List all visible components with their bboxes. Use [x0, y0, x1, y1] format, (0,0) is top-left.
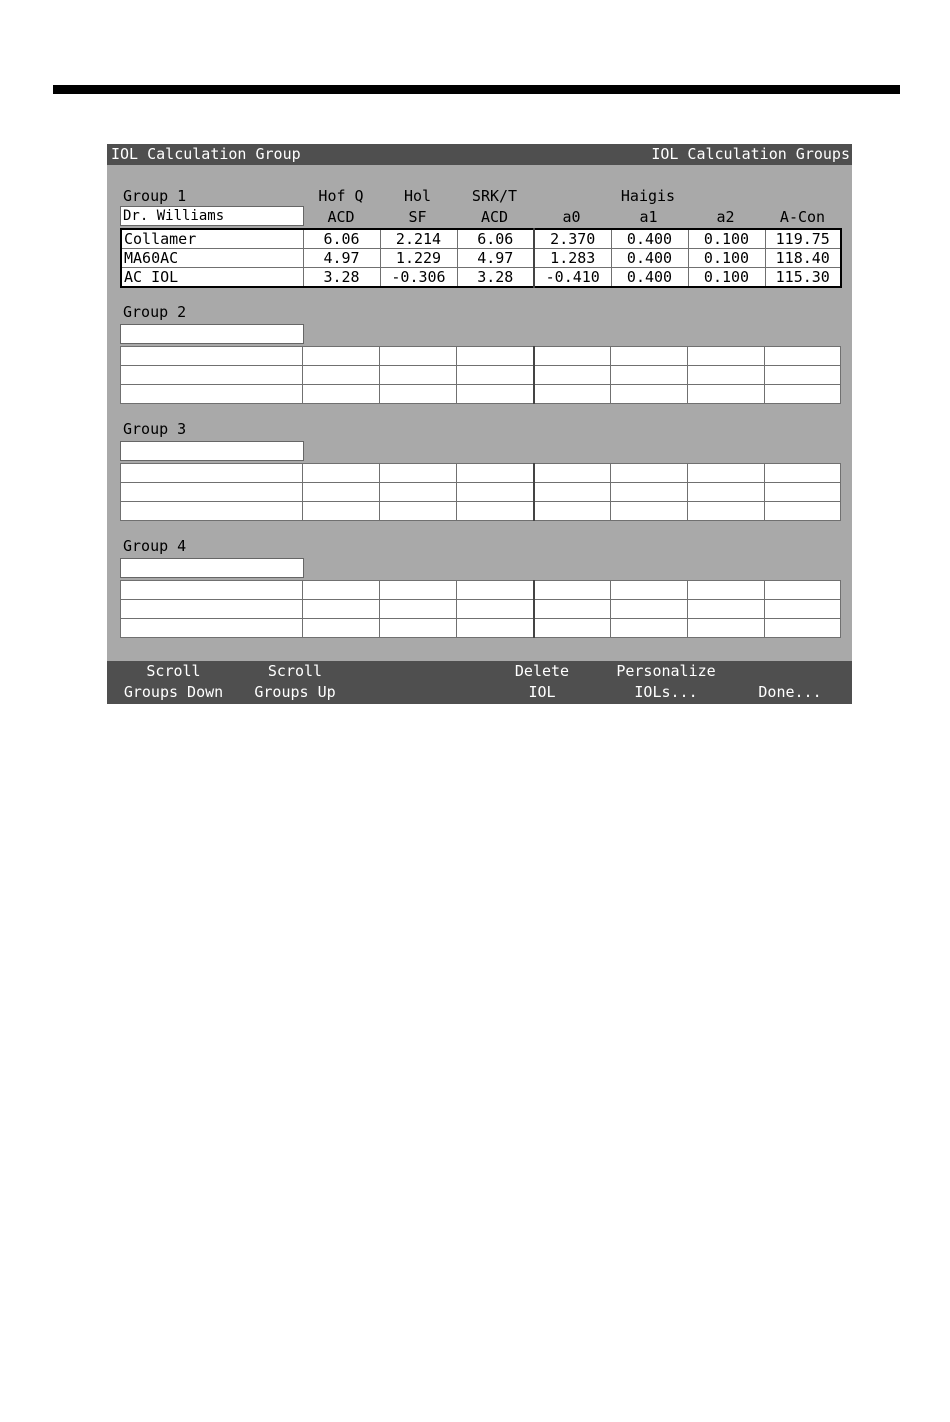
empty-cell[interactable] [688, 600, 765, 619]
header-hol-line1: Hol [403, 187, 432, 205]
empty-cell[interactable] [121, 619, 303, 638]
header-srkt [456, 187, 533, 226]
empty-cell[interactable] [121, 464, 303, 483]
hol-sf-cell[interactable]: 2.214 [380, 229, 457, 249]
empty-cell[interactable] [303, 483, 380, 502]
table-row[interactable] [121, 366, 841, 385]
header-hofq-line1: Hof Q [318, 187, 364, 205]
softkey-label: Scroll [146, 662, 201, 680]
empty-cell[interactable] [765, 600, 841, 619]
empty-cell[interactable] [534, 464, 611, 483]
group-2-name-field[interactable] [120, 324, 304, 344]
empty-cell[interactable] [380, 366, 457, 385]
empty-cell[interactable] [121, 366, 303, 385]
scroll-groups-up-button[interactable] [245, 661, 345, 703]
hol-sf-cell[interactable]: 1.229 [380, 249, 457, 268]
empty-cell[interactable] [688, 581, 765, 600]
empty-cell[interactable] [688, 464, 765, 483]
group-2-label: Group 2 [123, 303, 187, 321]
empty-cell[interactable] [611, 581, 688, 600]
scroll-groups-down-button[interactable] [111, 661, 236, 703]
hofq-acd-cell[interactable]: 4.97 [303, 249, 380, 268]
empty-cell[interactable] [457, 483, 534, 502]
empty-cell[interactable] [121, 483, 303, 502]
header-a0: a0 [562, 208, 581, 226]
acon-cell[interactable]: 118.40 [765, 249, 841, 268]
softkey-bar [107, 661, 852, 704]
header-a1: a1 [639, 208, 658, 226]
srkt-acd-cell[interactable]: 6.06 [457, 229, 534, 249]
group-2-table [120, 346, 841, 404]
softkey-label: Groups Up [254, 683, 336, 701]
empty-cell[interactable] [611, 619, 688, 638]
group-4-label: Group 4 [123, 537, 187, 555]
softkey-label: Delete [514, 662, 570, 680]
group-4-name-field[interactable] [120, 558, 304, 578]
page-header-rule [53, 85, 900, 94]
table-row[interactable] [121, 502, 841, 521]
empty-cell[interactable] [534, 347, 611, 366]
empty-cell[interactable] [611, 347, 688, 366]
empty-cell[interactable] [611, 366, 688, 385]
empty-cell[interactable] [765, 385, 841, 404]
empty-cell[interactable] [303, 600, 380, 619]
empty-cell[interactable] [611, 385, 688, 404]
title-bar [107, 144, 852, 165]
empty-cell[interactable] [303, 581, 380, 600]
window-title: IOL Calculation Group [111, 145, 301, 163]
empty-cell[interactable] [688, 619, 765, 638]
empty-cell[interactable] [303, 366, 380, 385]
empty-cell[interactable] [688, 385, 765, 404]
header-acon: A-Con [779, 208, 826, 226]
softkey-label-blank [747, 661, 833, 682]
empty-cell[interactable] [688, 366, 765, 385]
header-hofq-line2: ACD [327, 208, 355, 226]
haigis-a2-cell[interactable]: 0.100 [688, 249, 765, 268]
header-haigis: Haigis [620, 187, 676, 205]
group-3-table [120, 463, 841, 521]
empty-cell[interactable] [303, 464, 380, 483]
srkt-acd-cell[interactable]: 3.28 [457, 268, 534, 288]
empty-cell[interactable] [380, 619, 457, 638]
empty-cell[interactable] [457, 366, 534, 385]
empty-cell[interactable] [380, 581, 457, 600]
softkey-label: IOLs... [634, 683, 698, 701]
empty-cell[interactable] [688, 502, 765, 521]
group-1-table [120, 228, 842, 288]
lens-name-cell[interactable]: Collamer [121, 229, 303, 249]
header-hofq [303, 187, 379, 226]
empty-cell[interactable] [121, 502, 303, 521]
empty-cell[interactable] [534, 366, 611, 385]
table-row[interactable] [121, 229, 841, 249]
empty-cell[interactable] [534, 502, 611, 521]
haigis-a0-cell[interactable]: 1.283 [534, 249, 611, 268]
empty-cell[interactable] [611, 483, 688, 502]
empty-cell[interactable] [534, 385, 611, 404]
table-row[interactable] [121, 483, 841, 502]
delete-iol-button[interactable] [497, 661, 587, 703]
haigis-a0-cell[interactable]: -0.410 [534, 268, 611, 288]
group-1-name-field[interactable]: Dr. Williams [120, 206, 304, 226]
table-row[interactable] [121, 347, 841, 366]
header-hol [379, 187, 456, 226]
empty-cell[interactable] [765, 581, 841, 600]
empty-cell[interactable] [457, 347, 534, 366]
hofq-acd-cell[interactable]: 6.06 [303, 229, 380, 249]
haigis-a2-cell[interactable]: 0.100 [688, 229, 765, 249]
table-row[interactable] [121, 385, 841, 404]
empty-cell[interactable] [121, 385, 303, 404]
table-row[interactable] [121, 600, 841, 619]
empty-cell[interactable] [688, 483, 765, 502]
hofq-acd-cell[interactable]: 3.28 [303, 268, 380, 288]
empty-cell[interactable] [380, 385, 457, 404]
empty-cell[interactable] [457, 502, 534, 521]
empty-cell[interactable] [121, 347, 303, 366]
softkey-label: Done... [758, 683, 822, 701]
empty-cell[interactable] [765, 619, 841, 638]
group-3-label: Group 3 [123, 420, 187, 438]
softkey-label: IOL [528, 683, 556, 701]
header-srkt-line2: ACD [480, 208, 509, 226]
empty-cell[interactable] [380, 464, 457, 483]
table-row[interactable] [121, 464, 841, 483]
empty-cell[interactable] [121, 581, 303, 600]
empty-cell[interactable] [457, 619, 534, 638]
done-button[interactable] [747, 661, 833, 703]
table-row[interactable] [121, 619, 841, 638]
table-row[interactable] [121, 249, 841, 268]
empty-cell[interactable] [303, 347, 380, 366]
haigis-a0-cell[interactable]: 2.370 [534, 229, 611, 249]
empty-cell[interactable] [457, 385, 534, 404]
screen-name: IOL Calculation Groups [651, 145, 850, 163]
empty-cell[interactable] [534, 619, 611, 638]
empty-cell[interactable] [457, 464, 534, 483]
group-4-table [120, 580, 841, 638]
empty-cell[interactable] [457, 600, 534, 619]
personalize-iols-button[interactable] [601, 661, 731, 703]
empty-cell[interactable] [611, 464, 688, 483]
group-1-label: Group 1 [123, 187, 187, 205]
srkt-acd-cell[interactable]: 4.97 [457, 249, 534, 268]
empty-cell[interactable] [303, 502, 380, 521]
softkey-label: Scroll [267, 662, 323, 680]
table-row[interactable] [121, 581, 841, 600]
empty-cell[interactable] [303, 619, 380, 638]
empty-cell[interactable] [765, 483, 841, 502]
softkey-label: Personalize [616, 662, 716, 680]
empty-cell[interactable] [121, 600, 303, 619]
empty-cell[interactable] [611, 502, 688, 521]
empty-cell[interactable] [611, 600, 688, 619]
haigis-a1-cell[interactable]: 0.400 [611, 229, 688, 249]
header-a2: a2 [716, 208, 735, 226]
acon-cell[interactable]: 115.30 [765, 268, 841, 288]
empty-cell[interactable] [303, 385, 380, 404]
empty-cell[interactable] [380, 483, 457, 502]
group-3-name-field[interactable] [120, 441, 304, 461]
empty-cell[interactable] [380, 600, 457, 619]
empty-cell[interactable] [765, 347, 841, 366]
haigis-a1-cell[interactable]: 0.400 [611, 249, 688, 268]
acon-cell[interactable]: 119.75 [765, 229, 841, 249]
header-hol-line2: SF [408, 208, 427, 226]
haigis-a2-cell[interactable]: 0.100 [688, 268, 765, 288]
hol-sf-cell[interactable]: -0.306 [380, 268, 457, 288]
empty-cell[interactable] [765, 502, 841, 521]
empty-cell[interactable] [534, 581, 611, 600]
empty-cell[interactable] [765, 366, 841, 385]
empty-cell[interactable] [534, 483, 611, 502]
empty-cell[interactable] [380, 502, 457, 521]
empty-cell[interactable] [457, 581, 534, 600]
lens-name-cell[interactable]: AC IOL [121, 268, 303, 288]
table-row[interactable] [121, 268, 841, 288]
iol-calculation-screen [107, 144, 852, 704]
haigis-a1-cell[interactable]: 0.400 [611, 268, 688, 288]
header-srkt-line1: SRK/T [471, 187, 518, 205]
empty-cell[interactable] [688, 347, 765, 366]
softkey-label: Groups Down [123, 683, 224, 701]
empty-cell[interactable] [380, 347, 457, 366]
empty-cell[interactable] [765, 464, 841, 483]
lens-name-cell[interactable]: MA60AC [121, 249, 303, 268]
empty-cell[interactable] [534, 600, 611, 619]
